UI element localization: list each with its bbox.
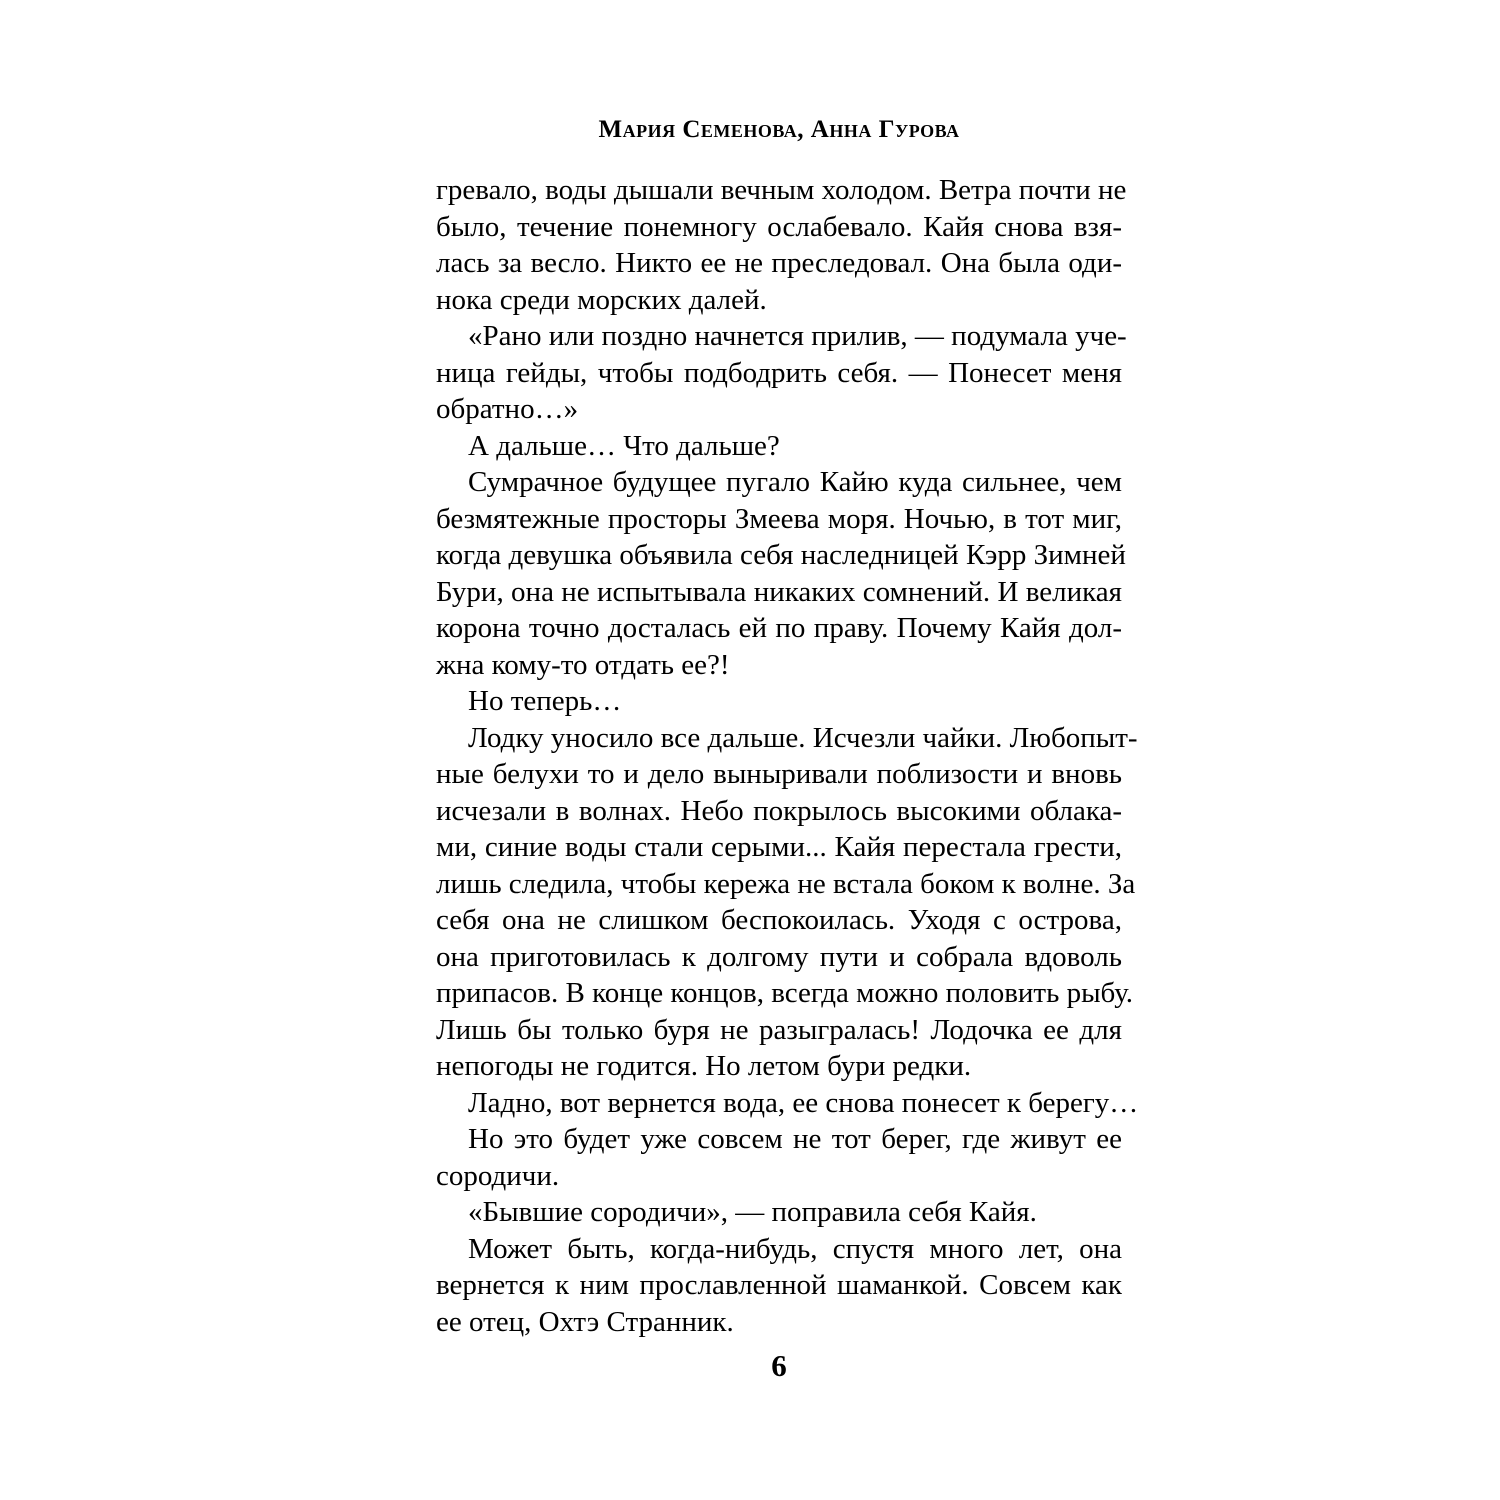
text-line: «Рано или поздно начнется прилив, — подумала уче-	[468, 320, 1127, 352]
text-line: Может быть, когда-нибудь, спустя много лет, она	[468, 1232, 1122, 1265]
text-line: вернется к ним прославленной шаманкой. Совсем как	[436, 1269, 1122, 1301]
text-line: лась за весло. Никто ее не преследовал. Она была оди-	[436, 247, 1122, 279]
text-line: Ладно, вот вернется вода, ее снова понесет к берегу…	[468, 1086, 1139, 1119]
text-line: непогоды не годится. Но летом бури редки.	[436, 1050, 972, 1082]
text-line: ее отец, Охтэ Странник.	[436, 1305, 734, 1338]
text-line: корона точно досталась ей по праву. Почему Кайя дол-	[436, 612, 1122, 644]
text-line: А дальше… Что дальше?	[468, 429, 780, 462]
text-line: безмятежные просторы Змеева моря. Ночью, в тот миг,	[436, 502, 1122, 535]
running-header-author: Мария Семенова, Анна Гурова	[598, 116, 960, 143]
text-line: Сумрачное будущее пугало Кайю куда сильнее, чем	[468, 466, 1122, 498]
text-line: Но теперь…	[468, 685, 622, 717]
body-text	[436, 172, 1139, 1340]
text-line: жна кому-то отдать ее?!	[436, 648, 730, 681]
text-line: она приготовилась к долгому пути и собрала вдоволь	[436, 940, 1122, 973]
text-line: было, течение понемногу ослабевало. Кайя снова взя-	[436, 210, 1122, 243]
text-line: ница гейды, чтобы подбодрить себя. — Понесет меня	[436, 356, 1122, 389]
text-line: ми, синие воды стали серыми... Кайя перестала грести,	[436, 831, 1122, 863]
text-line: нока среди морских далей.	[436, 283, 767, 316]
text-line: когда девушка объявила себя наследницей Кэрр Зимней	[436, 539, 1126, 571]
text-line: гревало, воды дышали вечным холодом. Ветра почти не	[436, 174, 1127, 206]
text-line: сородичи.	[436, 1159, 560, 1192]
page-number: 6	[771, 1348, 787, 1383]
text-line: ные белухи то и дело выныривали поблизости и вновь	[436, 758, 1122, 790]
text-line: Лишь бы только буря не разыгралась! Лодочка ее для	[436, 1013, 1122, 1046]
text-line: Но это будет уже совсем не тот берег, где живут ее	[468, 1123, 1122, 1155]
text-line: лишь следила, чтобы кережа не встала боком к волне. За	[436, 867, 1136, 900]
text-line: припасов. В конце концов, всегда можно половить рыбу.	[436, 977, 1134, 1009]
text-line: Лодку уносило все дальше. Исчезли чайки. Любопыт-	[468, 721, 1138, 754]
text-line: исчезали в волнах. Небо покрылось высокими облака-	[436, 794, 1122, 827]
text-line: обратно…»	[436, 393, 579, 425]
text-line: Бури, она не испытывала никаких сомнений. И великая	[436, 575, 1122, 608]
text-line: «Бывшие сородичи», — поправила себя Кайя.	[468, 1196, 1037, 1228]
text-line: себя она не слишком беспокоилась. Уходя с острова,	[436, 904, 1122, 936]
